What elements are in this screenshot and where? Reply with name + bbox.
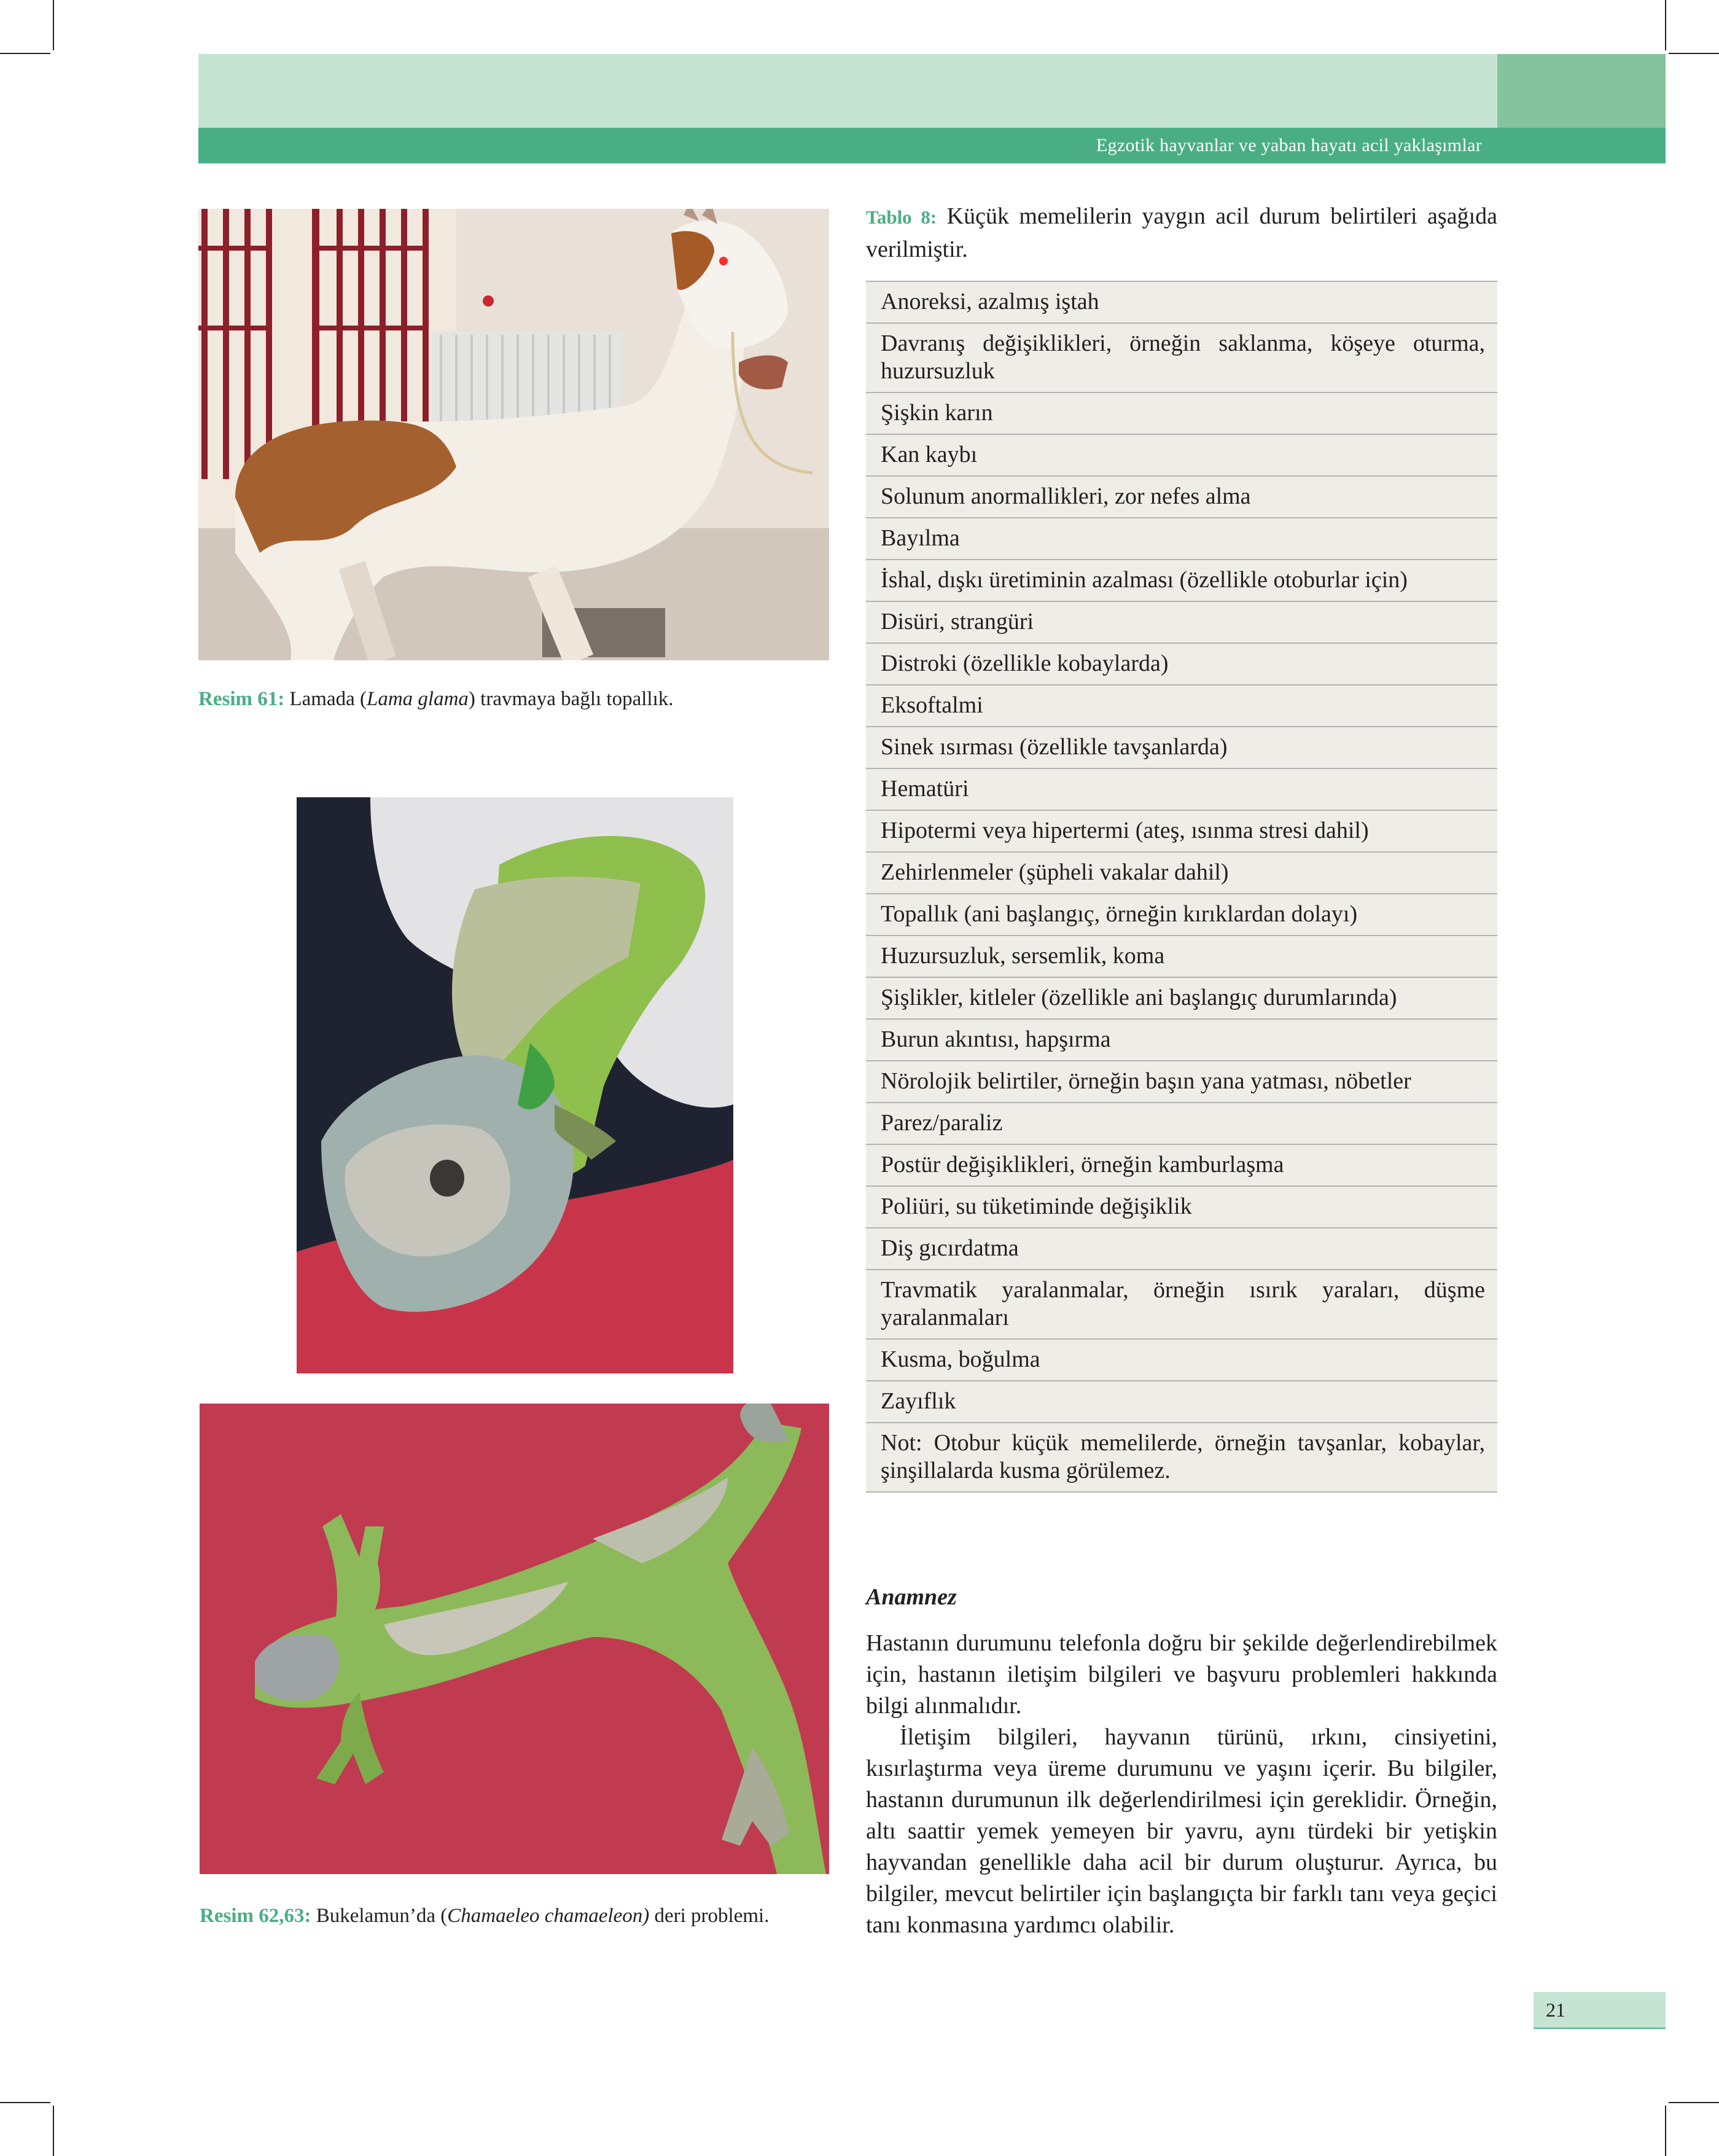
table-row: Postür değişiklikleri, örneğin kamburlaşma — [866, 1145, 1497, 1187]
table-row: Eksoftalmi — [866, 685, 1497, 727]
section-heading: Anamnez — [866, 1584, 957, 1610]
table-row: Disüri, strangüri — [866, 602, 1497, 644]
table-row: Parez/paraliz — [866, 1103, 1497, 1145]
body-paragraph: Hastanın durumunu telefonla doğru bir şekilde değerlendirebilmek için, hastanın iletişim bilgileri ve başvuru problemleri hakkında bilgi alınmalıdır. — [866, 1630, 1497, 1719]
table-row: Kan kaybı — [866, 435, 1497, 477]
table-row: Şişlikler, kitleler (özellikle ani başlangıç durumlarında) — [866, 978, 1497, 1020]
table-row: İshal, dışkı üretiminin azalması (özellikle otoburlar için) — [866, 560, 1497, 602]
crop-mark — [0, 2102, 50, 2103]
figure-caption-62-63 — [200, 1902, 769, 1929]
caption-text: deri problemi. — [649, 1905, 770, 1927]
body-paragraph: İletişim bilgileri, hayvanın türünü, ırkını, cinsiyetini, kısırlaştırma veya üreme durumunu ve yaşını içerir. Bu bilgiler, hastanın durumunun ilk değerlendirilmesi için gereklidir. Örneğin, altı saattir yemek yemeyen bir yavru, aynı türdeki bir yetişkin hayvandan genellikle daha acil bir durum oluşturur. Ayrıca, bu bilgiler, mevcut belirtiler için başlangıçta bir farklı tanı veya geçici tanı konmasına yardımcı olabilir. — [866, 1724, 1497, 1938]
table-row: Sinek ısırması (özellikle tavşanlarda) — [866, 727, 1497, 769]
crop-mark — [1665, 0, 1666, 50]
table-row: Zehirlenmeler (şüpheli vakalar dahil) — [866, 853, 1497, 894]
header-corner-block — [1497, 54, 1666, 128]
table-row: Distroki (özellikle kobaylarda) — [866, 644, 1497, 685]
table-row: Nörolojik belirtiler, örneğin başın yana yatması, nöbetler — [866, 1061, 1497, 1103]
table-row: Kusma, boğulma — [866, 1340, 1497, 1381]
table-title-text: Küçük memelilerin yaygın acil durum belirtileri aşağıda verilmiştir. — [866, 203, 1497, 262]
crop-mark — [1669, 2102, 1719, 2103]
header-band — [198, 54, 1497, 128]
llama-photo — [198, 209, 829, 660]
figure-label: Resim 61: — [198, 688, 285, 710]
page-number-box — [1534, 1992, 1666, 2029]
caption-text: ) travmaya bağlı topallık. — [468, 688, 674, 710]
species-name: Chamaeleo chamaeleon) — [447, 1905, 650, 1927]
table-row: Zayıflık — [866, 1381, 1497, 1423]
table-title — [866, 200, 1497, 265]
table-row: Poliüri, su tüketiminde değişiklik — [866, 1187, 1497, 1228]
table-row: Bayılma — [866, 518, 1497, 560]
caption-text: Lamada ( — [289, 688, 367, 710]
lizard-body-photo — [200, 1404, 829, 1874]
caption-text: Bukelamun’da ( — [316, 1905, 448, 1927]
table-row: Hipotermi veya hipertermi (ateş, ısınma stresi dahil) — [866, 811, 1497, 853]
table-row: Şişkin karın — [866, 393, 1497, 435]
species-name: Lama glama — [366, 688, 469, 710]
table-row: Diş gıcırdatma — [866, 1228, 1497, 1270]
crop-mark — [53, 0, 54, 50]
table-row: Anoreksi, azalmış iştah — [866, 282, 1497, 324]
page-number: 21 — [1546, 1999, 1565, 2021]
crop-mark — [1665, 2106, 1666, 2156]
symptom-table — [866, 281, 1497, 1493]
figure-caption-61 — [198, 685, 673, 713]
running-title: Egzotik hayvanlar ve yaban hayatı acil yaklaşımlar — [1096, 135, 1482, 155]
table-label: Tablo 8: — [866, 206, 937, 228]
table-row: Huzursuzluk, sersemlik, koma — [866, 936, 1497, 978]
crop-mark — [0, 53, 50, 54]
crop-mark — [53, 2106, 54, 2156]
table-row: Travmatik yaralanmalar, örneğin ısırık yaraları, düşme yaralanmaları — [866, 1270, 1497, 1340]
table-note-row: Not: Otobur küçük memelilerde, örneğin tavşanlar, kobaylar, şinşillalarda kusma görülemez. — [866, 1423, 1497, 1493]
crop-mark — [1669, 53, 1719, 54]
table-row: Burun akıntısı, hapşırma — [866, 1020, 1497, 1061]
table-row: Hematüri — [866, 769, 1497, 811]
table-row: Davranış değişiklikleri, örneğin saklanma, köşeye oturma, huzursuzluk — [866, 324, 1497, 393]
table-row: Topallık (ani başlangıç, örneğin kırıklardan dolayı) — [866, 894, 1497, 936]
table-row: Solunum anormallikleri, zor nefes alma — [866, 477, 1497, 518]
figure-label: Resim 62,63: — [200, 1905, 311, 1927]
lizard-head-photo — [297, 797, 733, 1373]
